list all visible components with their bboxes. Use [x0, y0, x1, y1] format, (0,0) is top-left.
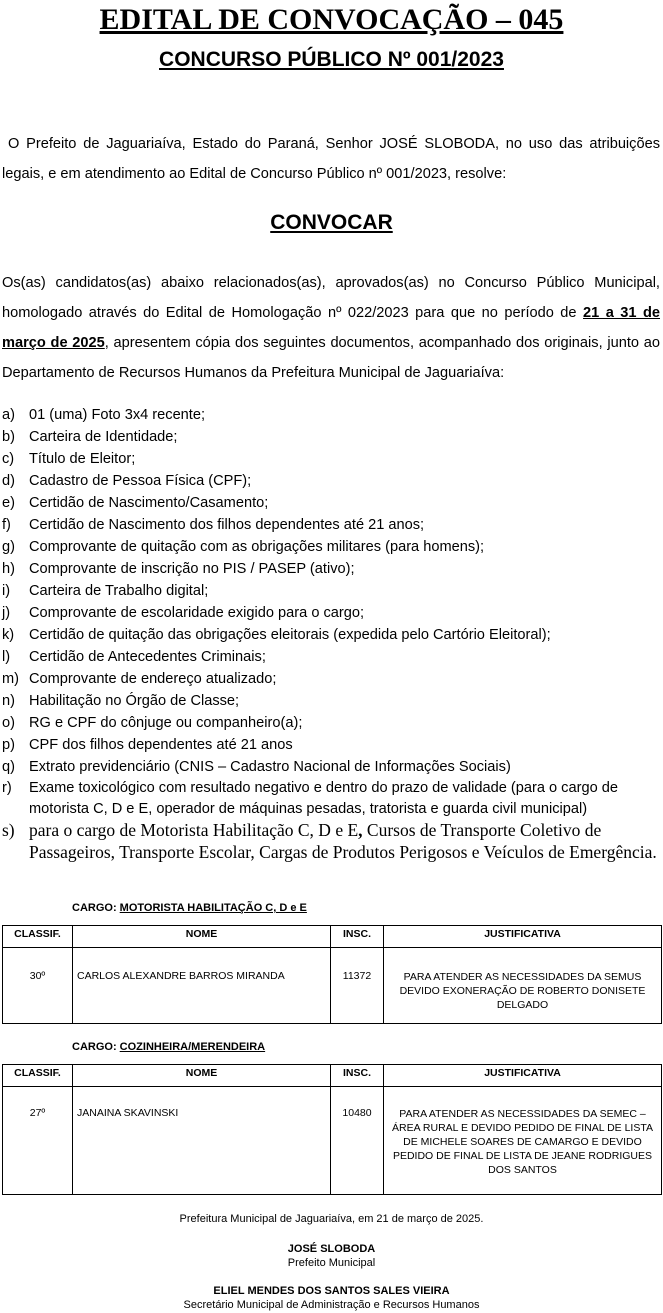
list-item	[2, 536, 662, 558]
item-text: Comprovante de escolaridade exigido para o cargo;	[29, 605, 365, 621]
item-text: Cadastro de Pessoa Física (CPF);	[29, 473, 252, 489]
list-item	[2, 448, 662, 470]
item-letter: i)	[2, 583, 11, 599]
cargo-heading	[72, 902, 307, 914]
item-s-bold: ,	[358, 820, 363, 840]
item-text: Exame toxicológico com resultado negativo e dentro do prazo de validade (para o cargo de motorista C, D e E, operador de máquinas pesadas, tratorista e guarda civil municipal)	[29, 780, 618, 817]
item-text: Comprovante de endereço atualizado;	[29, 671, 277, 687]
cell-justificativa: PARA ATENDER AS NECESSIDADES DA SEMEC – ÁREA RURAL E DEVIDO PEDIDO DE FINAL DE LISTA DE MICHELE SOARES DE CAMARGO E DEVIDO PEDIDO DE FINAL DE LISTA DE JEANE RODRIGUES DOS SANTOS	[384, 1087, 662, 1195]
signature-block-mayor	[0, 1242, 663, 1270]
cell-nome: JANAINA SKAVINSKI	[73, 1087, 331, 1195]
item-letter: r)	[2, 780, 12, 796]
item-text	[29, 819, 662, 863]
item-letter: e)	[2, 495, 15, 511]
item-text: Certidão de Antecedentes Criminais;	[29, 649, 266, 665]
list-item	[2, 404, 662, 426]
item-text: Extrato previdenciário (CNIS – Cadastro Nacional de Informações Sociais)	[29, 759, 511, 775]
item-text: Habilitação no Órgão de Classe;	[29, 693, 240, 709]
header-classif: CLASSIF.	[3, 926, 73, 948]
list-item	[2, 580, 662, 602]
list-item	[2, 514, 662, 536]
item-letter: o)	[2, 715, 15, 731]
list-item	[2, 426, 662, 448]
candidates-table	[2, 925, 662, 1024]
item-text: 01 (uma) Foto 3x4 recente;	[29, 407, 206, 423]
item-text: Comprovante de quitação com as obrigações militares (para homens);	[29, 539, 485, 555]
signer-name: JOSÉ SLOBODA	[287, 1243, 376, 1255]
header-nome: NOME	[73, 1065, 331, 1087]
list-item	[2, 558, 662, 580]
item-letter: p)	[2, 737, 15, 753]
item-s-pre: para o cargo de Motorista Habilitação C, D e E	[29, 820, 359, 840]
candidates-table	[2, 1064, 662, 1195]
documents-list	[2, 404, 662, 863]
table-row	[3, 948, 662, 1024]
item-letter: h)	[2, 561, 15, 577]
item-text: RG e CPF do cônjuge ou companheiro(a);	[29, 715, 303, 731]
item-letter: n)	[2, 693, 15, 709]
body-paragraph	[2, 268, 660, 388]
list-item	[2, 646, 662, 668]
document-subtitle: CONCURSO PÚBLICO Nº 001/2023	[159, 48, 504, 71]
cell-classif: 27º	[3, 1087, 73, 1195]
item-text: Carteira de Identidade;	[29, 429, 178, 445]
item-letter: a)	[2, 407, 15, 423]
body-text-before: Os(as) candidatos(as) abaixo relacionados(as), aprovados(as) no Concurso Público Municipal, homologado através do Edital de Homologação nº 022/2023 para que no período de	[2, 275, 660, 321]
list-item	[2, 734, 662, 756]
signer-role: Secretário Municipal de Administração e Recursos Humanos	[183, 1299, 480, 1311]
item-text: CPF dos filhos dependentes até 21 anos	[29, 737, 293, 753]
list-item	[2, 492, 662, 514]
intro-paragraph: O Prefeito de Jaguariaíva, Estado do Paraná, Senhor JOSÉ SLOBODA, no uso das atribuições legais, e em atendimento ao Edital de Concurso Público nº 001/2023, resolve:	[2, 136, 660, 182]
cargo-value: MOTORISTA HABILITAÇÃO C, D e E	[119, 902, 307, 914]
cell-nome: CARLOS ALEXANDRE BARROS MIRANDA	[73, 948, 331, 1024]
item-letter: s)	[2, 820, 15, 840]
item-letter: f)	[2, 517, 11, 533]
item-text: Certidão de quitação das obrigações eleitorais (expedida pelo Cartório Eleitoral);	[29, 627, 551, 643]
body-text-after: , apresentem cópia dos seguintes documentos, acompanhado dos originais, junto ao Departamento de Recursos Humanos da Prefeitura Municipal de Jaguariaíva:	[2, 335, 660, 381]
list-item	[2, 668, 662, 690]
item-text: Título de Eleitor;	[29, 451, 136, 467]
item-text: Certidão de Nascimento/Casamento;	[29, 495, 269, 511]
signer-name: ELIEL MENDES DOS SANTOS SALES VIEIRA	[213, 1285, 450, 1297]
convocar-heading: CONVOCAR	[270, 211, 393, 234]
signer-role: Prefeito Municipal	[287, 1257, 376, 1269]
item-letter: g)	[2, 539, 15, 555]
header-justificativa: JUSTIFICATIVA	[384, 926, 662, 948]
cargo-heading	[72, 1041, 265, 1053]
header-nome: NOME	[73, 926, 331, 948]
cargo-value: COZINHEIRA/MERENDEIRA	[119, 1041, 266, 1053]
item-letter: l)	[2, 649, 11, 665]
item-text: Carteira de Trabalho digital;	[29, 583, 209, 599]
signature-block-secretary	[0, 1284, 663, 1312]
list-item	[2, 819, 662, 863]
list-item	[2, 712, 662, 734]
item-text: Certidão de Nascimento dos filhos dependentes até 21 anos;	[29, 517, 425, 533]
item-text: Comprovante de inscrição no PIS / PASEP (ativo);	[29, 561, 355, 577]
table-header-row	[3, 1065, 662, 1087]
header-insc: INSC.	[331, 1065, 384, 1087]
table-header-row	[3, 926, 662, 948]
item-letter: d)	[2, 473, 15, 489]
item-letter: k)	[2, 627, 15, 643]
header-classif: CLASSIF.	[3, 1065, 73, 1087]
list-item	[2, 470, 662, 492]
cell-insc: 10480	[331, 1087, 384, 1195]
item-letter: c)	[2, 451, 15, 467]
list-item	[2, 778, 662, 819]
list-item	[2, 624, 662, 646]
item-letter: j)	[2, 605, 11, 621]
cell-insc: 11372	[331, 948, 384, 1024]
period-highlight: 21 a 31 de março de 2025	[2, 305, 660, 351]
item-s-post: Cursos de Transporte Coletivo de Passageiros, Transporte Escolar, Cargas de Produtos Perigosos e Veículos de Emergência.	[29, 820, 657, 862]
header-insc: INSC.	[331, 926, 384, 948]
item-letter: m)	[2, 671, 20, 687]
place-date: Prefeitura Municipal de Jaguariaíva, em 21 de março de 2025.	[179, 1213, 484, 1225]
cell-classif: 30º	[3, 948, 73, 1024]
document-title: EDITAL DE CONVOCAÇÃO – 045	[99, 3, 564, 36]
item-letter: q)	[2, 759, 15, 775]
list-item	[2, 602, 662, 624]
table-row	[3, 1087, 662, 1195]
item-letter: b)	[2, 429, 15, 445]
list-item	[2, 756, 662, 778]
cargo-label: CARGO:	[72, 1041, 117, 1053]
cargo-label: CARGO:	[72, 902, 117, 914]
list-item	[2, 690, 662, 712]
header-justificativa: JUSTIFICATIVA	[384, 1065, 662, 1087]
cell-justificativa: PARA ATENDER AS NECESSIDADES DA SEMUS DEVIDO EXONERAÇÃO DE ROBERTO DONISETE DELGADO	[384, 948, 662, 1024]
